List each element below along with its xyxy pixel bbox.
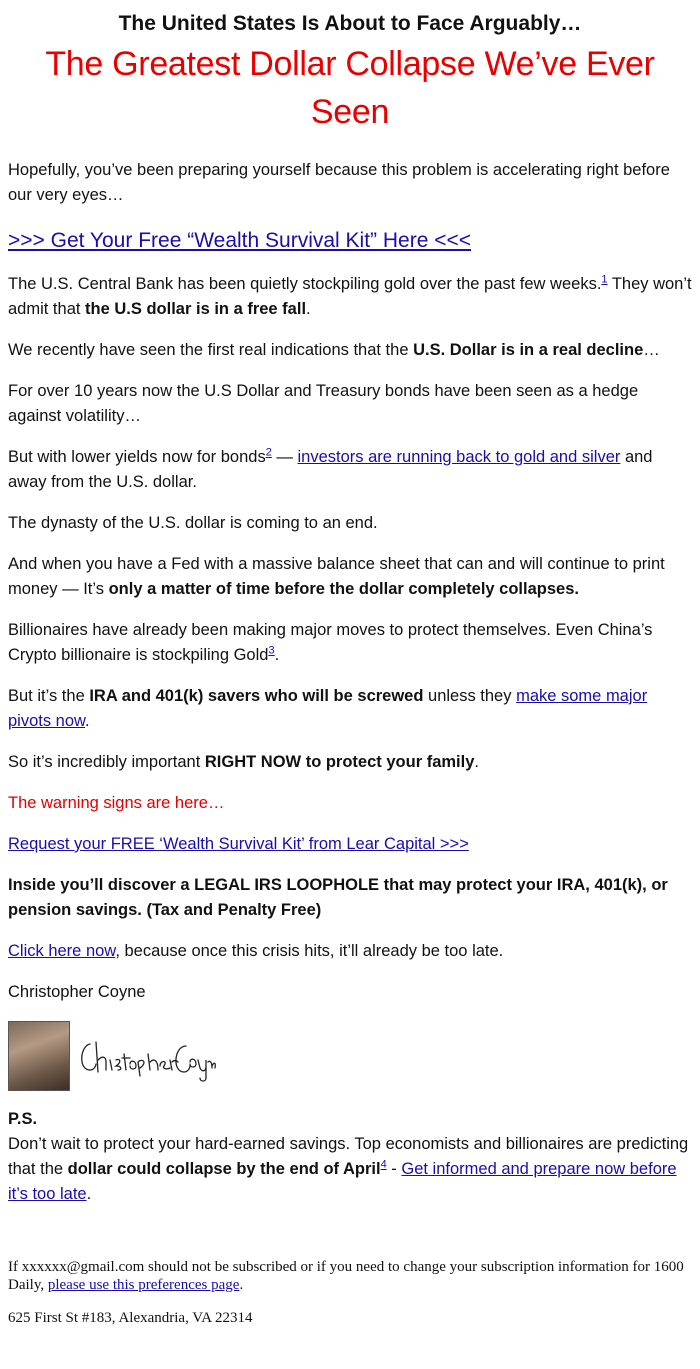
footnote-4-link[interactable]: 4 <box>380 1158 387 1171</box>
ps-label: P.S. <box>8 1110 38 1128</box>
paragraph-bonds: But with lower yields now for bonds$^2$ — investors are running back to gold and silver and away from the U.S. dollar. <box>8 446 653 491</box>
ps-text: Don’t wait to protect your hard-earned savings. Top economists and billionaires are predicting that the dollar could collapse by the end of April$^4$ - Get informed and prepare now before it’s too late. <box>8 1135 689 1203</box>
email-body <box>8 0 692 1327</box>
headline-line2: The Greatest Dollar Collapse We’ve Ever Seen <box>45 45 655 131</box>
footer-address: 625 First St #183, Alexandria, VA 22314 <box>8 1310 253 1326</box>
paragraph-central-bank: The U.S. Central Bank has been quietly stockpiling gold over the past few weeks.$^1$ They won’t admit that the U.S dollar is in a free fall. <box>8 273 692 318</box>
signer-name: Christopher Coyne <box>8 983 146 1001</box>
signature-block <box>8 1021 692 1091</box>
gold-silver-link[interactable]: investors are running back to gold and silver <box>297 448 621 466</box>
paragraph-right-now: So it’s incredibly important RIGHT NOW to protect your family. <box>8 753 479 771</box>
paragraph-decline: We recently have seen the first real indications that the U.S. Dollar is in a real decline… <box>8 341 660 359</box>
major-pivots-link[interactable]: make some major pivots now <box>8 687 648 730</box>
footnote-1-link[interactable]: 1 <box>601 273 608 286</box>
paragraph-dynasty: The dynasty of the U.S. dollar is coming to an end. <box>8 514 378 532</box>
footnote-3-link[interactable]: 3 <box>268 644 275 657</box>
loophole-text: Inside you’ll discover a LEGAL IRS LOOPHOLE that may protect your IRA, 401(k), or pension savings. (Tax and Penalty Free) <box>8 876 668 919</box>
paragraph-ira: But it’s the IRA and 401(k) savers who will be screwed unless they make some major pivots now. <box>8 687 648 730</box>
author-photo <box>8 1021 70 1091</box>
intro-text: Hopefully, you’ve been preparing yourself because this problem is accelerating right before our very eyes… <box>8 161 670 204</box>
paragraph-fed: And when you have a Fed with a massive balance sheet that can and will continue to print money — It’s only a matter of time before the dollar completely collapses. <box>8 555 665 598</box>
click-here-link[interactable]: Click here now <box>8 942 116 960</box>
warning-text: The warning signs are here… <box>8 794 225 812</box>
footer-subscription-text: If xxxxxx@gmail.com should not be subscribed or if you need to change your subscription information for 1600 Daily, please use this preferences page. <box>8 1259 684 1293</box>
paragraph-hedge: For over 10 years now the U.S Dollar and Treasury bonds have been seen as a hedge against volatility… <box>8 382 639 425</box>
paragraph-billionaires: Billionaires have already been making major moves to protect themselves. Even China’s Crypto billionaire is stockpiling Gold$^3$. <box>8 621 653 664</box>
footnote-2-link[interactable]: 2 <box>265 446 272 459</box>
preferences-page-link[interactable]: please use this preferences page <box>47 1277 240 1293</box>
paragraph-click-here: Click here now, because once this crisis hits, it’ll already be too late. <box>8 942 504 960</box>
get-informed-link[interactable]: Get informed and prepare now before it’s too late <box>8 1160 677 1203</box>
wealth-kit-cta-link[interactable]: >>> Get Your Free “Wealth Survival Kit” Here <<< <box>8 229 472 252</box>
headline-line1: The United States Is About to Face Arguably… <box>118 12 582 35</box>
request-kit-link[interactable]: Request your FREE ‘Wealth Survival Kit’ from Lear Capital >>> <box>8 835 469 853</box>
signature-image <box>76 1026 216 1086</box>
